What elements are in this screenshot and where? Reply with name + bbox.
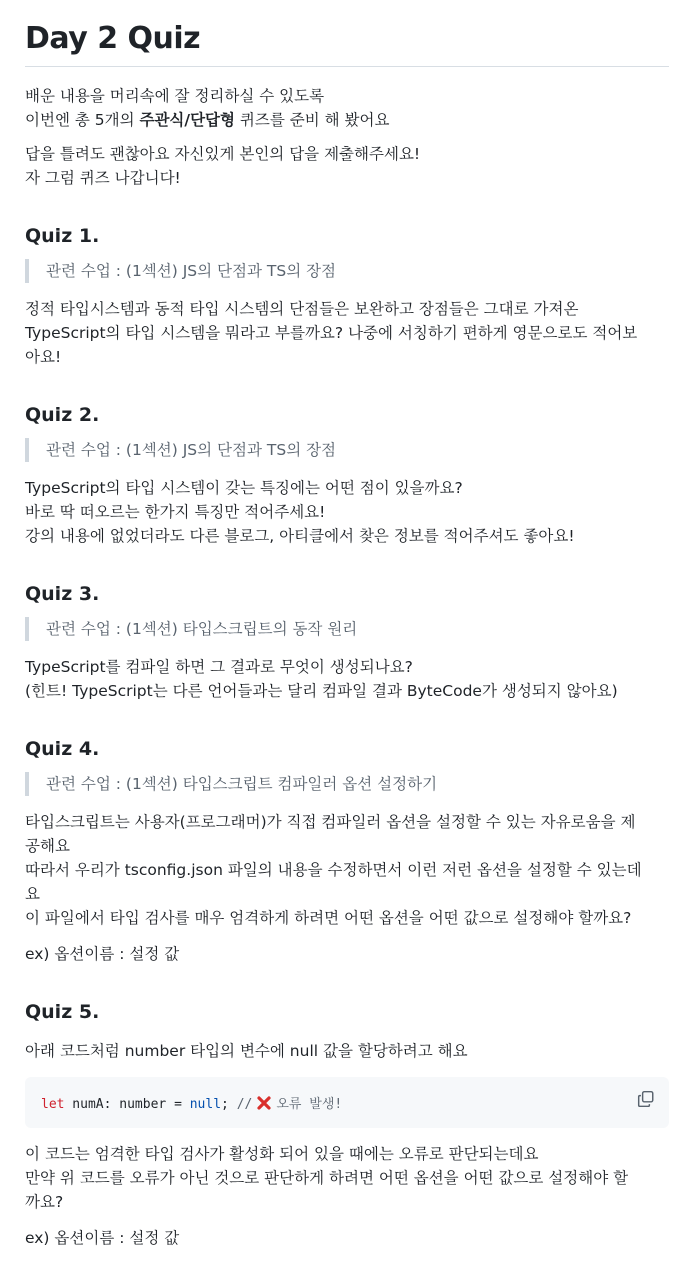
- body-line: TypeScript의 타입 시스템을 뭐라고 부를까요? 나중에 서칭하기 편하게 영문으로도 적어보: [25, 324, 638, 342]
- code-comment-start: //: [236, 1097, 253, 1112]
- quiz-3-related: 관련 수업 : (1섹션) 타입스크립트의 동작 원리: [25, 617, 669, 641]
- quiz-5-body-after: [25, 1142, 669, 1214]
- body-line: 만약 위 코드를 오류가 아닌 것으로 판단하게 하려면 어떤 옵션을 어떤 값으로 설정해야 할: [25, 1169, 629, 1187]
- code-keyword: let: [41, 1097, 65, 1112]
- body-line: 바로 딱 떠오르는 한가지 특징만 적어주세요!: [25, 503, 326, 521]
- quiz-1-body: [25, 297, 669, 369]
- body-line: 요: [25, 885, 40, 903]
- code-ident: numA: number: [64, 1097, 175, 1112]
- intro-bold: 주관식/단답형: [139, 111, 235, 129]
- quiz-4-body: [25, 810, 669, 930]
- body-line: 정적 타입시스템과 동적 타입 시스템의 단점들은 보완하고 장점들은 그대로 가져온: [25, 300, 579, 318]
- page-title: Day 2 Quiz: [25, 0, 669, 67]
- body-line: 이 파일에서 타입 검사를 매우 엄격하게 하려면 어떤 옵션을 어떤 값으로 설정해야 할까요?: [25, 909, 632, 927]
- body-line: 아래 코드처럼 number 타입의 변수에 null 값을 할당하려고 해요: [25, 1042, 468, 1060]
- body-line: 아요!: [25, 348, 62, 366]
- quiz-5-body: [25, 1039, 669, 1063]
- copy-icon[interactable]: [637, 1090, 655, 1108]
- body-line: 이 코드는 엄격한 타입 검사가 활성화 되어 있을 때에는 오류로 판단되는데요: [25, 1145, 539, 1163]
- intro-line: 배운 내용을 머리속에 잘 정리하실 수 있도록: [25, 87, 325, 105]
- quiz-4-example: ex) 옵션이름 : 설정 값: [25, 945, 180, 963]
- body-line: TypeScript를 컴파일 하면 그 결과로 무엇이 생성되나요?: [25, 658, 413, 676]
- body-line: (힌트! TypeScript는 다른 언어들과는 달리 컴파일 결과 ByteCode가 생성되지 않아요): [25, 682, 618, 700]
- quiz-2-related: 관련 수업 : (1섹션) JS의 단점과 TS의 장점: [25, 438, 669, 462]
- code-block: [25, 1077, 669, 1128]
- quiz-2-heading: Quiz 2.: [25, 404, 100, 426]
- quiz-1-heading: Quiz 1.: [25, 225, 100, 247]
- quiz-3-heading: Quiz 3.: [25, 583, 100, 605]
- intro-line: 퀴즈를 준비 해 봤어요: [234, 111, 390, 129]
- code-value: null: [181, 1097, 222, 1112]
- body-line: TypeScript의 타입 시스템이 갖는 특징에는 어떤 점이 있을까요?: [25, 479, 463, 497]
- code-comment: 오류 발생!: [276, 1097, 343, 1112]
- code-line: [41, 1093, 342, 1112]
- intro-paragraph-1: [25, 84, 669, 132]
- body-line: 강의 내용에 없었더라도 다른 블로그, 아티클에서 찾은 정보를 적어주셔도 좋아요!: [25, 527, 575, 545]
- intro-line: 이번엔 총 5개의: [25, 111, 140, 129]
- red-x-icon: [256, 1095, 272, 1111]
- intro-line: 답을 틀려도 괜찮아요 자신있게 본인의 답을 제출해주세요!: [25, 145, 421, 163]
- intro-paragraph-2: [25, 142, 669, 190]
- quiz-2-body: [25, 476, 669, 548]
- body-line: 타입스크립트는 사용자(프로그래머)가 직접 컴파일러 옵션을 설정할 수 있는 자유로움을 제: [25, 813, 636, 831]
- quiz-3-body: [25, 655, 669, 703]
- intro-line: 자 그럼 퀴즈 나갑니다!: [25, 169, 181, 187]
- code-semicolon: ;: [221, 1097, 237, 1112]
- quiz-5-heading: Quiz 5.: [25, 1001, 100, 1023]
- code-operator: =: [174, 1097, 182, 1112]
- quiz-5-example: ex) 옵션이름 : 설정 값: [25, 1229, 180, 1247]
- body-line: 까요?: [25, 1193, 64, 1211]
- quiz-4-heading: Quiz 4.: [25, 738, 100, 760]
- quiz-4-related: 관련 수업 : (1섹션) 타입스크립트 컴파일러 옵션 설정하기: [25, 772, 669, 796]
- body-line: 따라서 우리가 tsconfig.json 파일의 내용을 수정하면서 이런 저런 옵션을 설정할 수 있는데: [25, 861, 642, 879]
- quiz-1-related: 관련 수업 : (1섹션) JS의 단점과 TS의 장점: [25, 259, 669, 283]
- body-line: 공해요: [25, 837, 70, 855]
